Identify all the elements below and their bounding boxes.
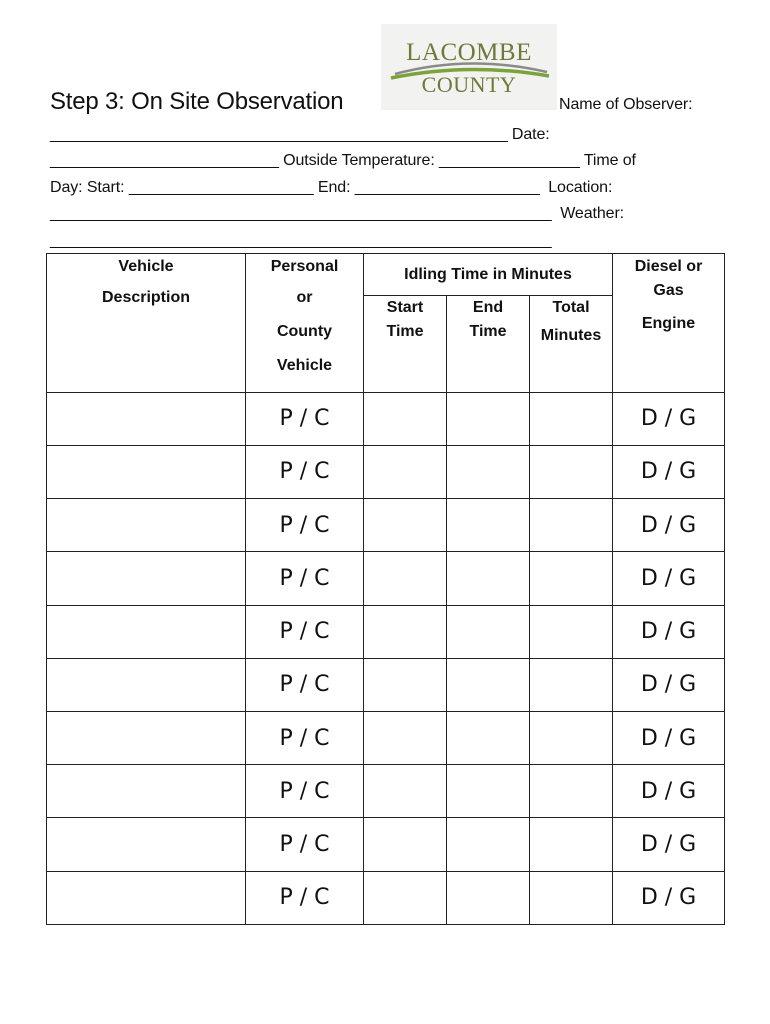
start-time-cell[interactable] (364, 871, 447, 924)
diesel-gas-cell[interactable]: D / G (613, 392, 725, 445)
personal-county-cell[interactable]: P / C (246, 605, 364, 658)
total-minutes-cell[interactable] (530, 392, 613, 445)
start-time-cell[interactable] (364, 445, 447, 498)
observation-rows (47, 392, 725, 924)
vehicle-description-cell[interactable] (47, 445, 246, 498)
diesel-gas-cell[interactable]: D / G (613, 765, 725, 818)
page-title: Step 3: On Site Observation (50, 88, 344, 115)
vehicle-description-cell[interactable] (47, 712, 246, 765)
diesel-gas-cell[interactable]: D / G (613, 552, 725, 605)
table-row (47, 871, 725, 924)
personal-county-cell[interactable]: P / C (246, 658, 364, 711)
diesel-gas-cell[interactable]: D / G (613, 605, 725, 658)
name-of-observer-label: Name of Observer: (559, 96, 693, 113)
personal-county-cell[interactable]: P / C (246, 392, 364, 445)
start-header-line2: Time (386, 323, 424, 341)
personal-header-line3: County (276, 323, 333, 340)
diesel-gas-cell[interactable]: D / G (613, 499, 725, 552)
total-header-line2: Minutes (540, 327, 602, 345)
total-minutes-cell[interactable] (530, 552, 613, 605)
vehicle-header-line2: Description (101, 289, 190, 306)
diesel-gas-cell[interactable]: D / G (613, 818, 725, 871)
end-time-cell[interactable] (447, 445, 530, 498)
end-time-cell[interactable] (447, 605, 530, 658)
observer-date-line[interactable]: ____________________________________________________ Date: (50, 126, 550, 143)
end-time-cell[interactable] (447, 552, 530, 605)
idling-time-header: Idling Time in Minutes (364, 254, 613, 296)
end-time-cell[interactable] (447, 818, 530, 871)
vehicle-description-cell[interactable] (47, 499, 246, 552)
total-minutes-cell[interactable] (530, 605, 613, 658)
diesel-gas-cell[interactable]: D / G (613, 658, 725, 711)
total-minutes-cell[interactable] (530, 818, 613, 871)
start-time-cell[interactable] (364, 499, 447, 552)
vehicle-description-cell[interactable] (47, 605, 246, 658)
start-time-cell[interactable] (364, 605, 447, 658)
total-header-line1: Total (552, 299, 590, 317)
vehicle-description-cell[interactable] (47, 658, 246, 711)
end-time-cell[interactable] (447, 765, 530, 818)
weather-line[interactable]: _________________________________________________________ Weather: (50, 205, 625, 222)
start-time-cell[interactable] (364, 712, 447, 765)
logo-line2: COUNTY (421, 72, 517, 97)
day-start-end-location-line[interactable]: Day: Start: _____________________ End: _____________________ Location: (50, 179, 613, 196)
vehicle-header-line1: Vehicle (118, 258, 174, 275)
total-minutes-header (530, 296, 613, 392)
total-minutes-cell[interactable] (530, 712, 613, 765)
table-row (47, 552, 725, 605)
end-time-cell[interactable] (447, 392, 530, 445)
personal-header-line2: or (296, 289, 313, 306)
end-header-line1: End (472, 299, 504, 317)
diesel-header-line3: Engine (641, 315, 696, 332)
diesel-header-line1: Diesel or (634, 258, 703, 275)
personal-county-cell[interactable]: P / C (246, 712, 364, 765)
personal-county-header (246, 254, 364, 393)
vehicle-description-cell[interactable] (47, 871, 246, 924)
start-time-cell[interactable] (364, 818, 447, 871)
diesel-gas-cell[interactable]: D / G (613, 712, 725, 765)
table-row (47, 712, 725, 765)
end-time-cell[interactable] (447, 871, 530, 924)
personal-county-cell[interactable]: P / C (246, 871, 364, 924)
total-minutes-cell[interactable] (530, 499, 613, 552)
start-time-cell[interactable] (364, 552, 447, 605)
observation-table (46, 253, 725, 925)
blank-line[interactable]: _________________________________________________________ (50, 232, 552, 249)
start-time-cell[interactable] (364, 765, 447, 818)
start-time-header (364, 296, 447, 392)
total-minutes-cell[interactable] (530, 658, 613, 711)
table-row (47, 818, 725, 871)
start-time-cell[interactable] (364, 658, 447, 711)
table-row (47, 658, 725, 711)
personal-county-cell[interactable]: P / C (246, 765, 364, 818)
personal-county-cell[interactable]: P / C (246, 499, 364, 552)
vehicle-description-cell[interactable] (47, 818, 246, 871)
logo-graphic (381, 24, 557, 110)
end-time-header (447, 296, 530, 392)
table-row (47, 605, 725, 658)
start-time-cell[interactable] (364, 392, 447, 445)
outside-temperature-line[interactable]: __________________________ Outside Temperature: ________________ Time of (50, 152, 636, 169)
personal-header-line1: Personal (270, 258, 339, 275)
diesel-gas-cell[interactable]: D / G (613, 871, 725, 924)
start-header-line1: Start (386, 299, 424, 317)
table-row (47, 445, 725, 498)
diesel-header-line2: Gas (653, 282, 684, 299)
personal-county-cell[interactable]: P / C (246, 552, 364, 605)
lacombe-county-logo (381, 24, 557, 110)
vehicle-description-cell[interactable] (47, 392, 246, 445)
table-row (47, 765, 725, 818)
vehicle-description-header (47, 254, 246, 393)
total-minutes-cell[interactable] (530, 871, 613, 924)
table-row (47, 392, 725, 445)
end-header-line2: Time (469, 323, 507, 341)
personal-header-line4: Vehicle (276, 357, 333, 374)
total-minutes-cell[interactable] (530, 765, 613, 818)
diesel-gas-header (613, 254, 725, 393)
end-time-cell[interactable] (447, 499, 530, 552)
end-time-cell[interactable] (447, 712, 530, 765)
end-time-cell[interactable] (447, 658, 530, 711)
header-row-1 (47, 254, 725, 296)
logo-line1: LACOMBE (406, 39, 532, 66)
vehicle-description-cell[interactable] (47, 765, 246, 818)
table-row (47, 499, 725, 552)
personal-county-cell[interactable]: P / C (246, 818, 364, 871)
vehicle-description-cell[interactable] (47, 552, 246, 605)
diesel-gas-cell[interactable]: D / G (613, 445, 725, 498)
total-minutes-cell[interactable] (530, 445, 613, 498)
personal-county-cell[interactable]: P / C (246, 445, 364, 498)
